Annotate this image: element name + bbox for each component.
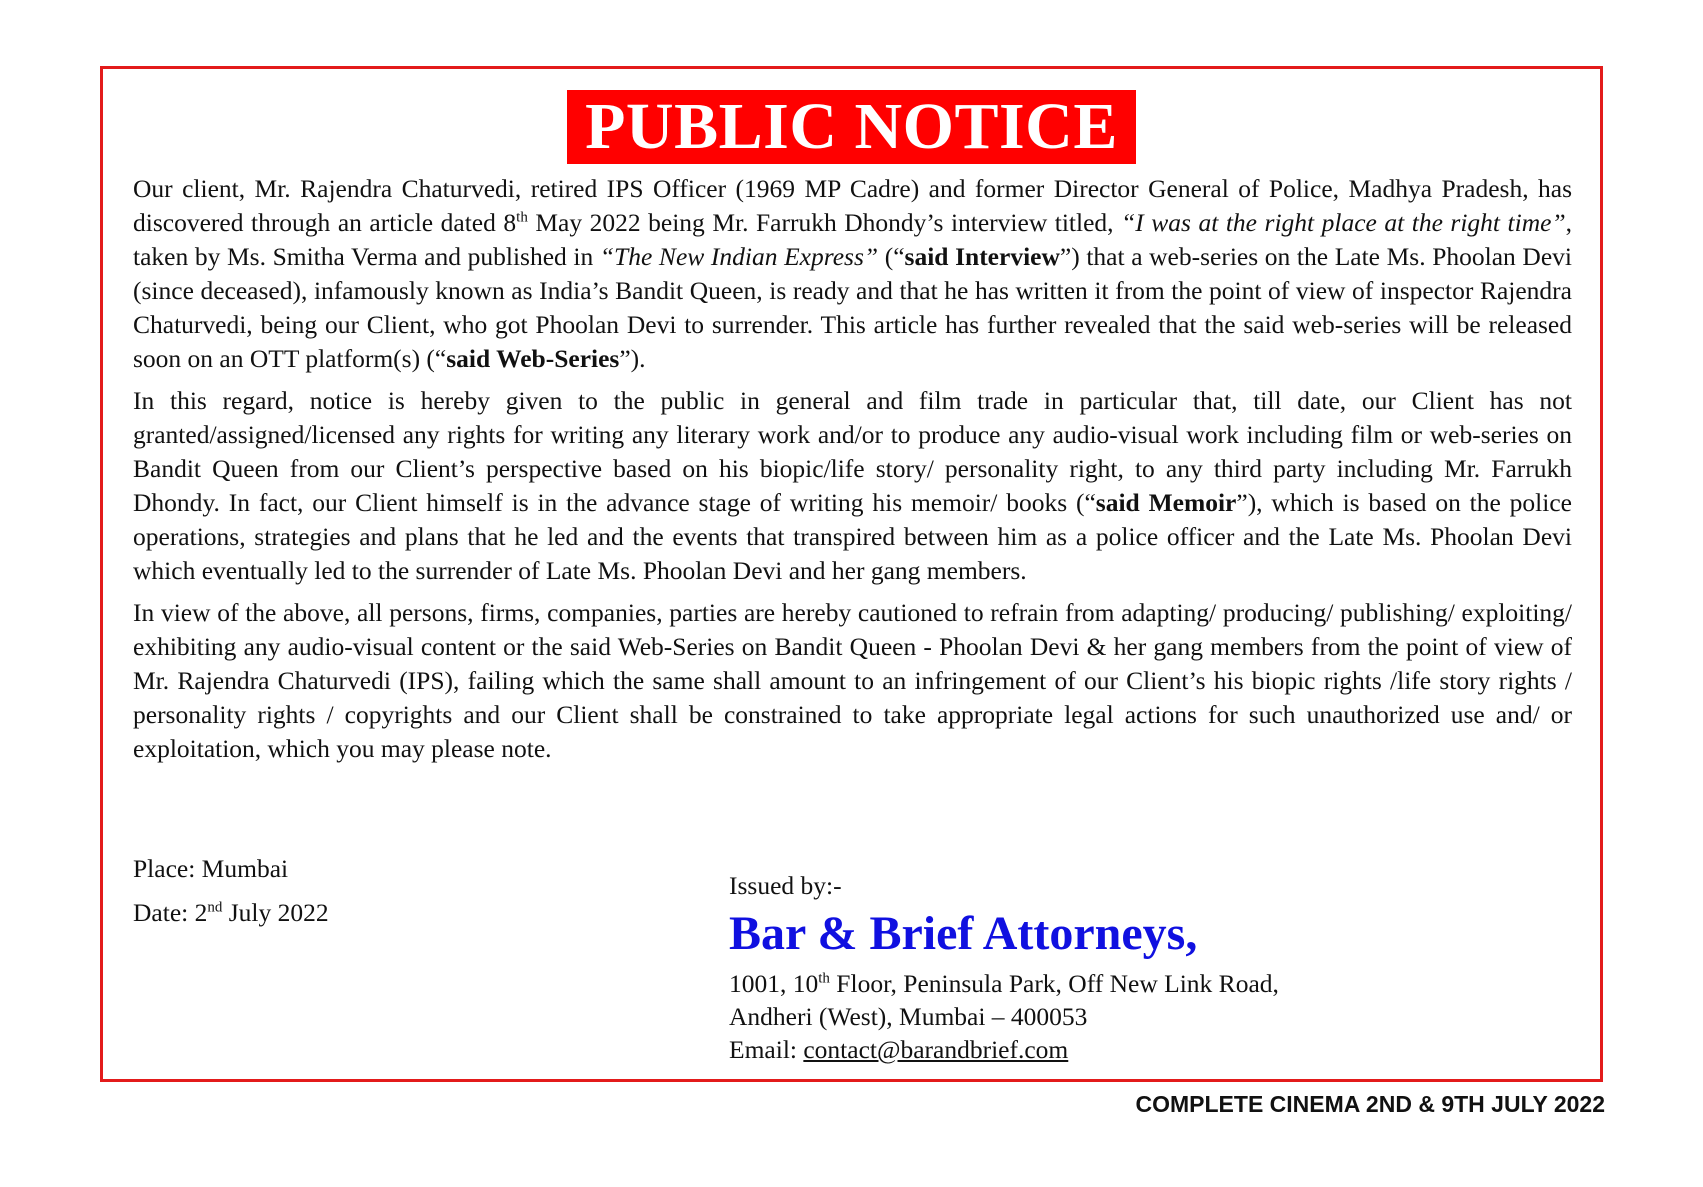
p1-text-e: ”) that a web-series on the Late Ms. Phoolan Devi (since deceased), infamously known as India’s Bandit Queen, is ready and that he has written it from the point of view of inspector Rajendra Chaturvedi, being our Client, who got Phoolan Devi to surrender. This article has further revealed that the said web-series will be released soon on an OTT platform(s) (“ (133, 242, 1573, 373)
p1-text-f: ”). (619, 344, 646, 373)
email-label: Email: (729, 1035, 804, 1064)
p1-text-a: Our client, Mr. Rajendra Chaturvedi, retired IPS Officer (1969 MP Cadre) and former Director General of Police, Madhya Pradesh, has discovered through an article dated 8 (133, 174, 1572, 237)
title-wrap (103, 90, 1600, 164)
said-interview-term: said Interview (904, 242, 1060, 271)
publication-name: “The New Indian Express” (599, 242, 879, 271)
date-sup: nd (207, 899, 223, 916)
notice-frame (100, 66, 1603, 1082)
said-memoir-term: said Memoir (1095, 488, 1237, 517)
firm-name: Bar & Brief Attorneys, (729, 907, 1198, 960)
date-prefix: Date: 2 (133, 898, 208, 927)
address-line-2: Andheri (West), Mumbai – 400053 (729, 1002, 1088, 1031)
publication-footer: COMPLETE CINEMA 2ND & 9TH JULY 2022 (1135, 1091, 1605, 1117)
address-line-1-b: Floor, Peninsula Park, Off New Link Road, (829, 969, 1279, 998)
place-date (133, 852, 329, 940)
email-link[interactable]: contact@barandbrief.com (803, 1035, 1069, 1064)
email-line (729, 1033, 1279, 1066)
said-web-series-term: said Web-Series (446, 344, 620, 373)
p1-text-b: May 2022 being Mr. Farrukh Dhondy’s interview titled, (527, 208, 1122, 237)
paragraph-2 (133, 384, 1572, 588)
address-sup: th (818, 970, 830, 987)
p1-sup: th (516, 209, 528, 226)
issued-by-label: Issued by:- (729, 871, 842, 900)
notice-body (133, 172, 1572, 774)
address-line-1 (729, 967, 1279, 1000)
notice-title: PUBLIC NOTICE (567, 90, 1136, 164)
paragraph-3: In view of the above, all persons, firms, companies, parties are hereby cautioned to refrain from adapting/ producing/ publishing/ exploiting/ exhibiting any audio-visual content or the said Web-Series on Bandit Queen - Phoolan Devi & her gang members from the point of view of Mr. Rajendra Chaturvedi (IPS), failing which the same shall amount to an infringement of our Client’s his biopic rights /life story rights / personality rights / copyrights and our Client shall be constrained to take appropriate legal actions for such unauthorized use and/ or exploitation, which you may please note. (133, 598, 1572, 763)
date (133, 896, 329, 930)
p2-text-b: ”), which is based on the police operations, strategies and plans that he led and the events that transpired between him as a police officer and the Late Ms. Phoolan Devi which eventually led to the surrender of Late Ms. Phoolan Devi and her gang members. (133, 488, 1572, 585)
issuer-block (729, 869, 1279, 1066)
p1-text-c: , taken by Ms. Smitha Verma and published in (133, 208, 1573, 271)
p1-text-d: (“ (878, 242, 905, 271)
interview-title: “I was at the right place at the right time” (1121, 208, 1566, 237)
date-suffix: July 2022 (222, 898, 329, 927)
paragraph-1 (133, 172, 1572, 376)
place: Place: Mumbai (133, 854, 289, 883)
address-line-1-a: 1001, 10 (729, 969, 819, 998)
p2-text-a: In this regard, notice is hereby given to the public in general and film trade in particular that, till date, our Client has not granted/assigned/licensed any rights for writing any literary work and/or to produce any audio-visual work including film or web-series on Bandit Queen from our Client’s perspective based on his biopic/life story/ personality right, to any third party including Mr. Farrukh Dhondy. In fact, our Client himself is in the advance stage of writing his memoir/ books (“ (133, 386, 1572, 517)
